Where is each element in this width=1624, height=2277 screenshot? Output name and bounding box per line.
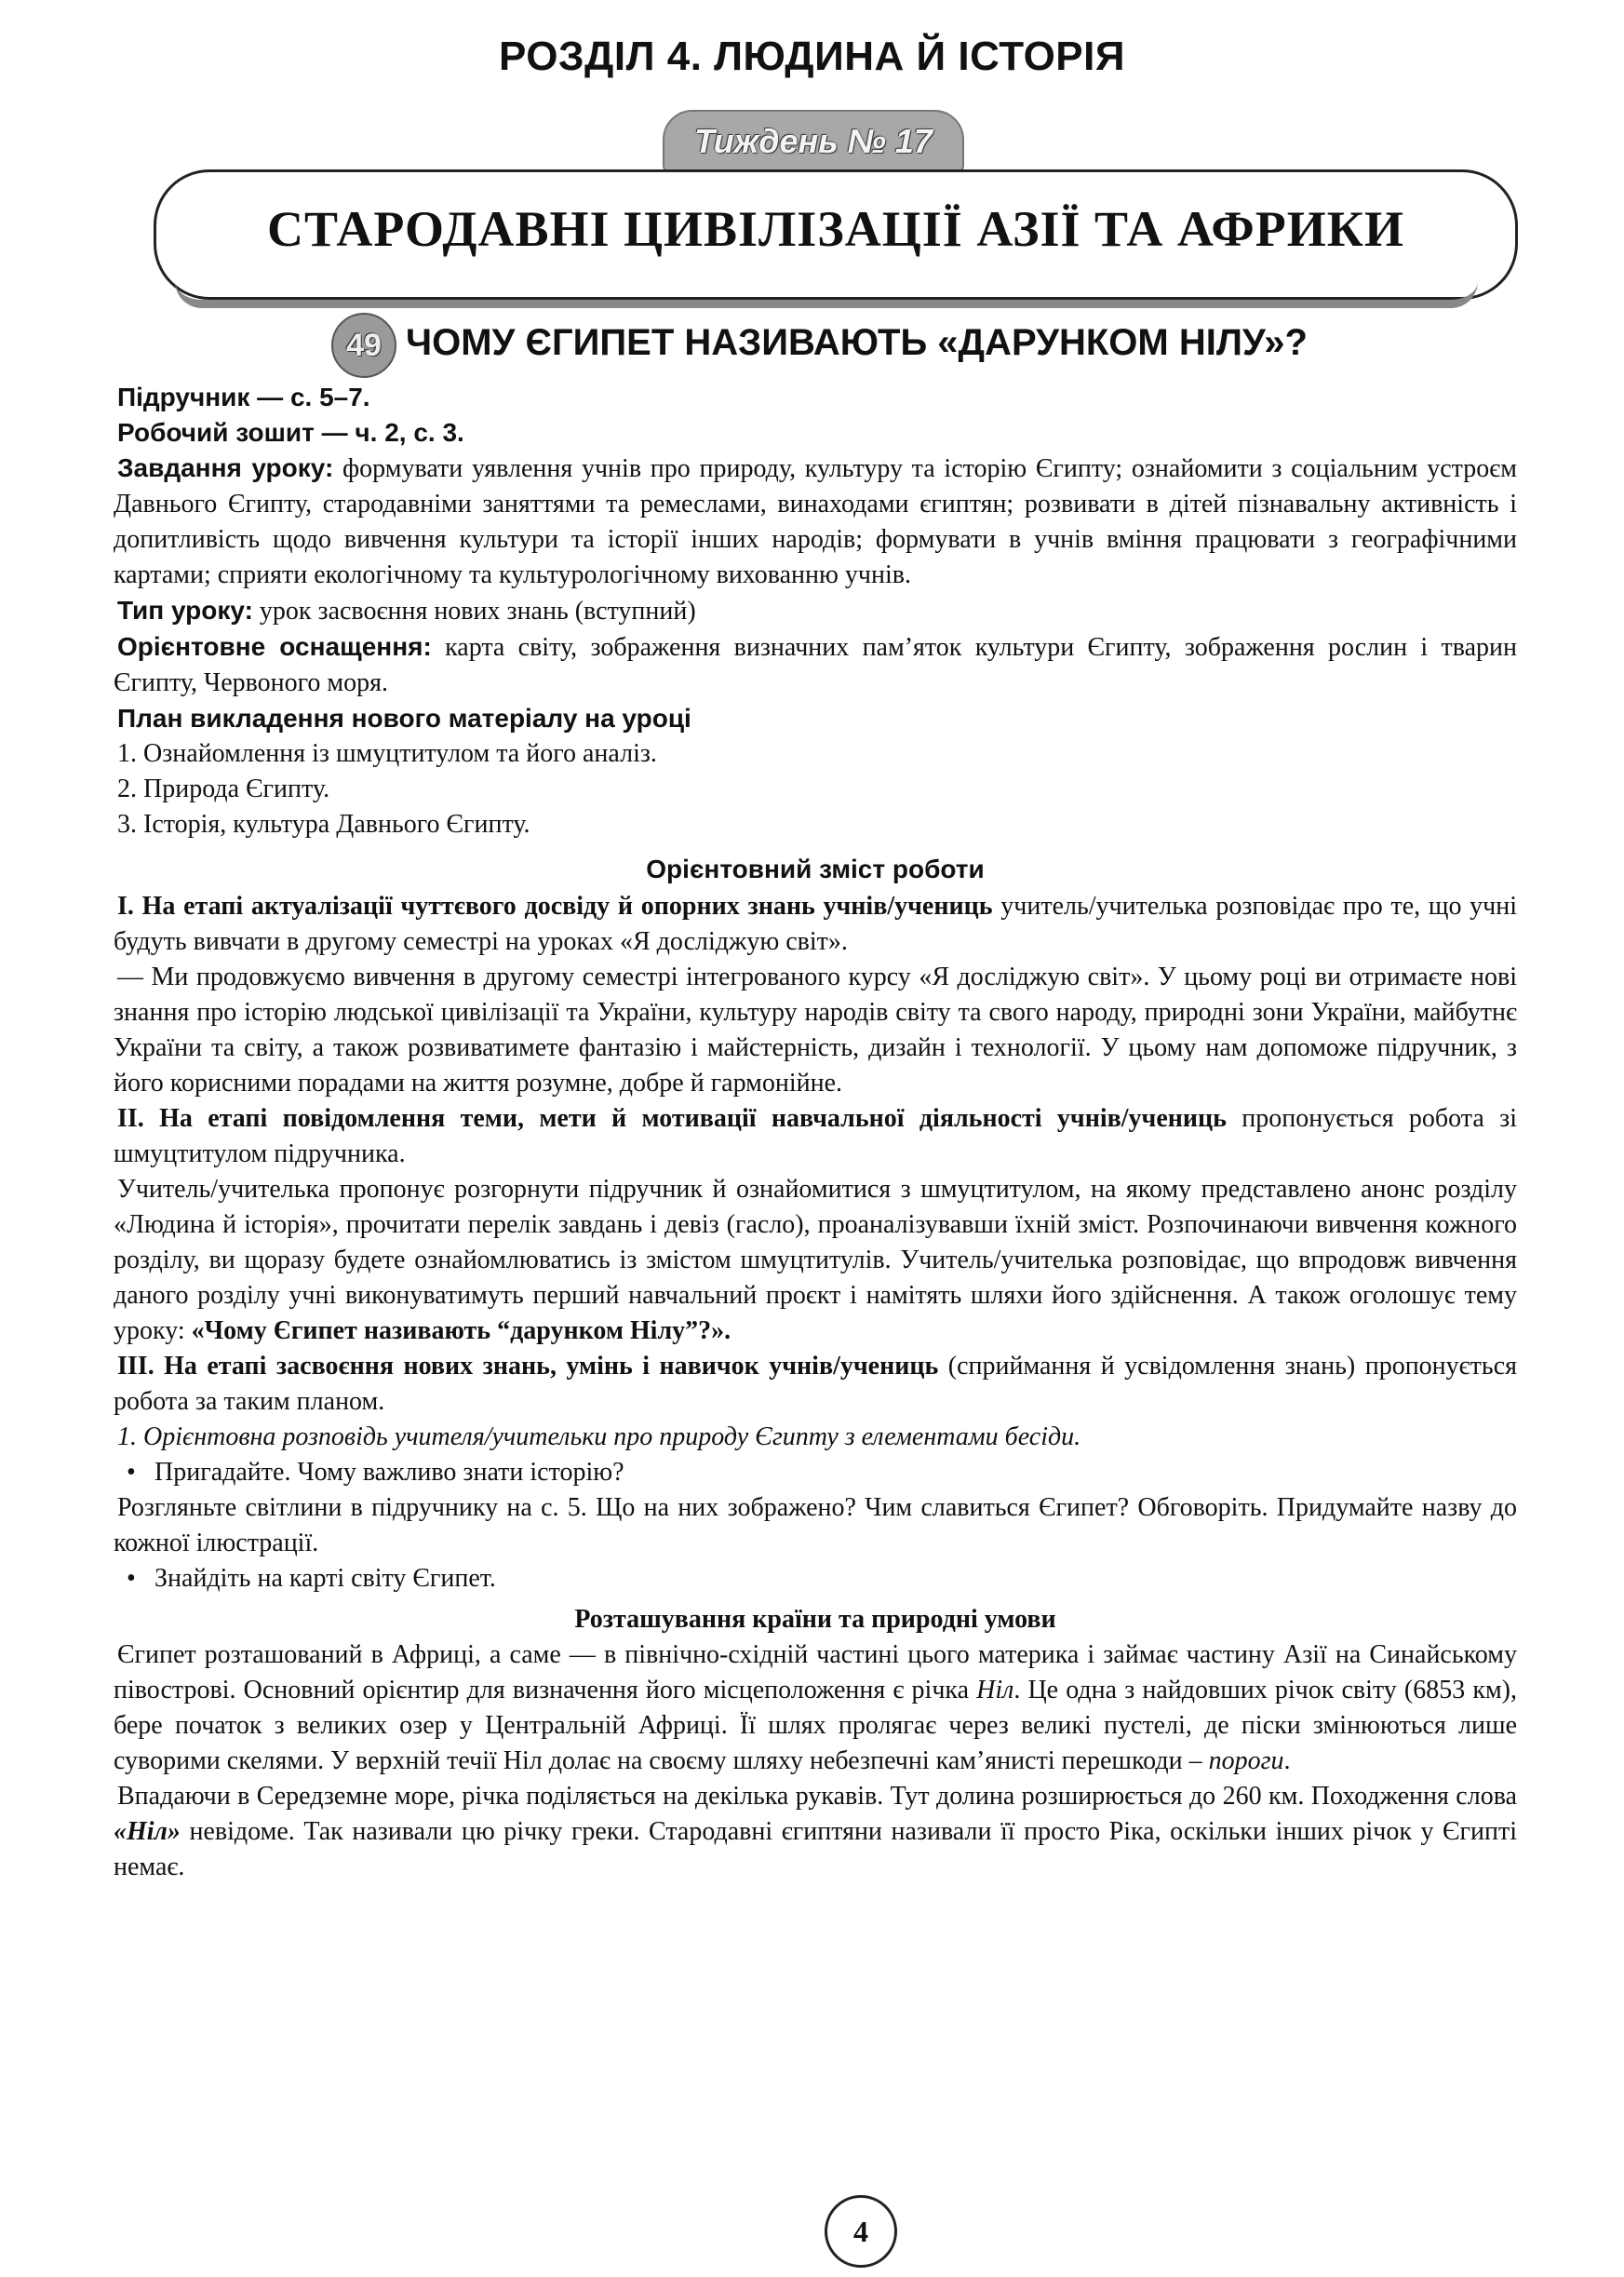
delta-text: Впадаючи в Середземне море, річка поділяється на декілька рукавів. Тут долина розширюється до 260 км. Походження слова (117, 1782, 1517, 1811)
workbook-ref: Робочий зошит — ч. 2, с. 3. (117, 418, 464, 447)
plan-item: 3. Історія, культура Давнього Єгипту. (117, 810, 530, 839)
lesson-topic-quote: «Чому Єгипет називають “дарунком Нілу”?». (191, 1316, 731, 1345)
bullet-item: • Пригадайте. Чому важливо знати історію? (114, 1455, 1517, 1490)
type-text: урок засвоєння нових знань (вступний) (252, 597, 696, 626)
teacher-speech: — Ми продовжуємо вивчення в другому семестрі інтегрованого курсу «Я досліджую світ». У цьому році ви отримаєте нові знання про історію людської цивілізації та України, культуру народів світу та свого народу, природні зони України, майбутнє України та світу, а також розвиватимете фантазію і майстерність, дизайн і технології. У цьому нам допоможе підручник, з його корисними порадами на життя розумне, добре й гармонійне. (114, 963, 1517, 1098)
plan-item: 1. Ознайомлення із шмуцтитулом та його аналіз. (117, 739, 657, 768)
stage-2-paragraph (114, 1101, 1517, 1172)
plan-title: План викладення нового матеріалу на уроці (117, 704, 691, 733)
stage-1-paragraph (114, 889, 1517, 960)
bullet-item: • Знайдіть на карті світу Єгипет. (114, 1561, 1517, 1597)
plan-step-1: 1. Орієнтовна розповідь учителя/учительки про природу Єгипту з елементами бесіди. (117, 1422, 1081, 1451)
plan-item: 2. Природа Єгипту. (117, 775, 330, 803)
sub-heading: Розташування країни та природні умови (574, 1605, 1056, 1634)
topic-title: СТАРОДАВНІ ЦИВІЛІЗАЦІЇ АЗІЇ ТА АФРИКИ (267, 201, 1404, 257)
tasks-label: Завдання уроку: (117, 453, 334, 482)
stage-3-paragraph (114, 1349, 1517, 1420)
stage-1-text: учитель/учителька розповідає про те, що учні будуть вивчати в другому семестрі на уроках «Я досліджую світ». (114, 892, 1518, 956)
stage-3-label: III. На етапі засвоєння нових знань, умінь і навичок учнів/учениць (117, 1352, 939, 1381)
lesson-body (114, 380, 1517, 1885)
tasks-text: формувати уявлення учнів про природу, культуру та історію Єгипту; ознайомити з соціальним устроєм Давнього Єгипту, стародавніми заняттями та ремеслами, винаходами єгиптян; розвивати в дітей пізнавальну активність і допитливість щодо вивчення культури та історії інших народів; формувати в учнів вміння працювати з географічними картами; сприяти екологічному та культурологічному вихованню учнів. (114, 454, 1517, 589)
lesson-type (114, 593, 1517, 629)
lesson-equipment (114, 629, 1517, 701)
stage-1-label: I. На етапі актуалізації чуттєвого досвіду й опорних знань учнів/учениць (117, 892, 993, 921)
photos-paragraph: Розгляньте світлини в підручнику на с. 5. Що на них зображено? Чим славиться Єгипет? Обговоріть. Придумайте назву до кожної ілюстрації. (114, 1493, 1517, 1557)
equipment-label: Орієнтовне оснащення: (117, 632, 432, 661)
location-text-3: . (1283, 1746, 1291, 1775)
stage-3-text: (сприймання й усвідомлення знань) пропонується робота за таким планом. (114, 1352, 1517, 1416)
title-page-text: Учитель/учителька пропонує розгорнути підручник й ознайомитися з шмуцтитулом, на якому представлено анонс розділу «Людина й історія», прочитати перелік завдань і девіз (гасло), проаналізувавши їхній зміст. Розпочинаючи вивчення кожного розділу, ви щоразу будете ознайомлюватись із змістом шмуцтитулів. Учитель/учителька розповідає, що впродовж вивчення даного розділу учні виконуватимуть перший навчальний проєкт і намітять шляхи його здійснення. А також оголошує тему уроку: (114, 1175, 1517, 1345)
type-label: Тип уроку: (117, 596, 253, 625)
nile-term: Ніл (976, 1676, 1014, 1704)
topic-banner (154, 169, 1518, 300)
lesson-title: ЧОМУ ЄГИПЕТ НАЗИВАЮТЬ «ДАРУНКОМ НІЛУ»? (406, 322, 1308, 363)
textbook-ref: Підручник — с. 5–7. (117, 383, 370, 411)
rapids-term: пороги (1208, 1746, 1284, 1775)
equipment-text: карта світу, зображення визначних пам’яток культури Єгипту, зображення рослин і тварин Єгипту, Червоного моря. (114, 633, 1517, 697)
title-page-paragraph (114, 1172, 1517, 1349)
location-paragraph (114, 1637, 1517, 1779)
location-text: Єгипет розташований в Африці, а саме — в північно-східній частині цього материка і займає частину Азії на Синайському півострові. Основний орієнтир для визначення його місцеположення є річка (114, 1640, 1517, 1704)
section-title: РОЗДІЛ 4. ЛЮДИНА Й ІСТОРІЯ (499, 34, 1125, 79)
delta-paragraph (114, 1779, 1517, 1885)
lesson-number-badge: 49 (331, 313, 396, 378)
week-badge: Тиждень № 17 (663, 110, 964, 173)
stage-2-label: II. На етапі повідомлення теми, мети й мотивації навчальної діяльності учнів/учениць (117, 1104, 1227, 1133)
page-number: 4 (825, 2195, 897, 2268)
content-heading: Орієнтовний зміст роботи (646, 855, 985, 883)
location-text-2: . Це одна з найдовших річок світу (6853 км), бере початок з великих озер у Центральній Африці. Її шлях пролягає через великі пустелі, де піски змінюються лише суворими скелями. У верхній течії Ніл долає на своєму шляху небезпечні кам’янисті перешкоди – (114, 1676, 1517, 1775)
stage-2-text: пропонується робота зі шмуцтитулом підручника. (114, 1104, 1517, 1168)
delta-text-2: невідоме. Так називали цю річку греки. Стародавні єгиптяни називали її просто Ріка, оскільки інших річок у Єгипті немає. (114, 1817, 1517, 1881)
lesson-tasks (114, 451, 1517, 593)
nile-word: «Ніл» (114, 1817, 181, 1846)
